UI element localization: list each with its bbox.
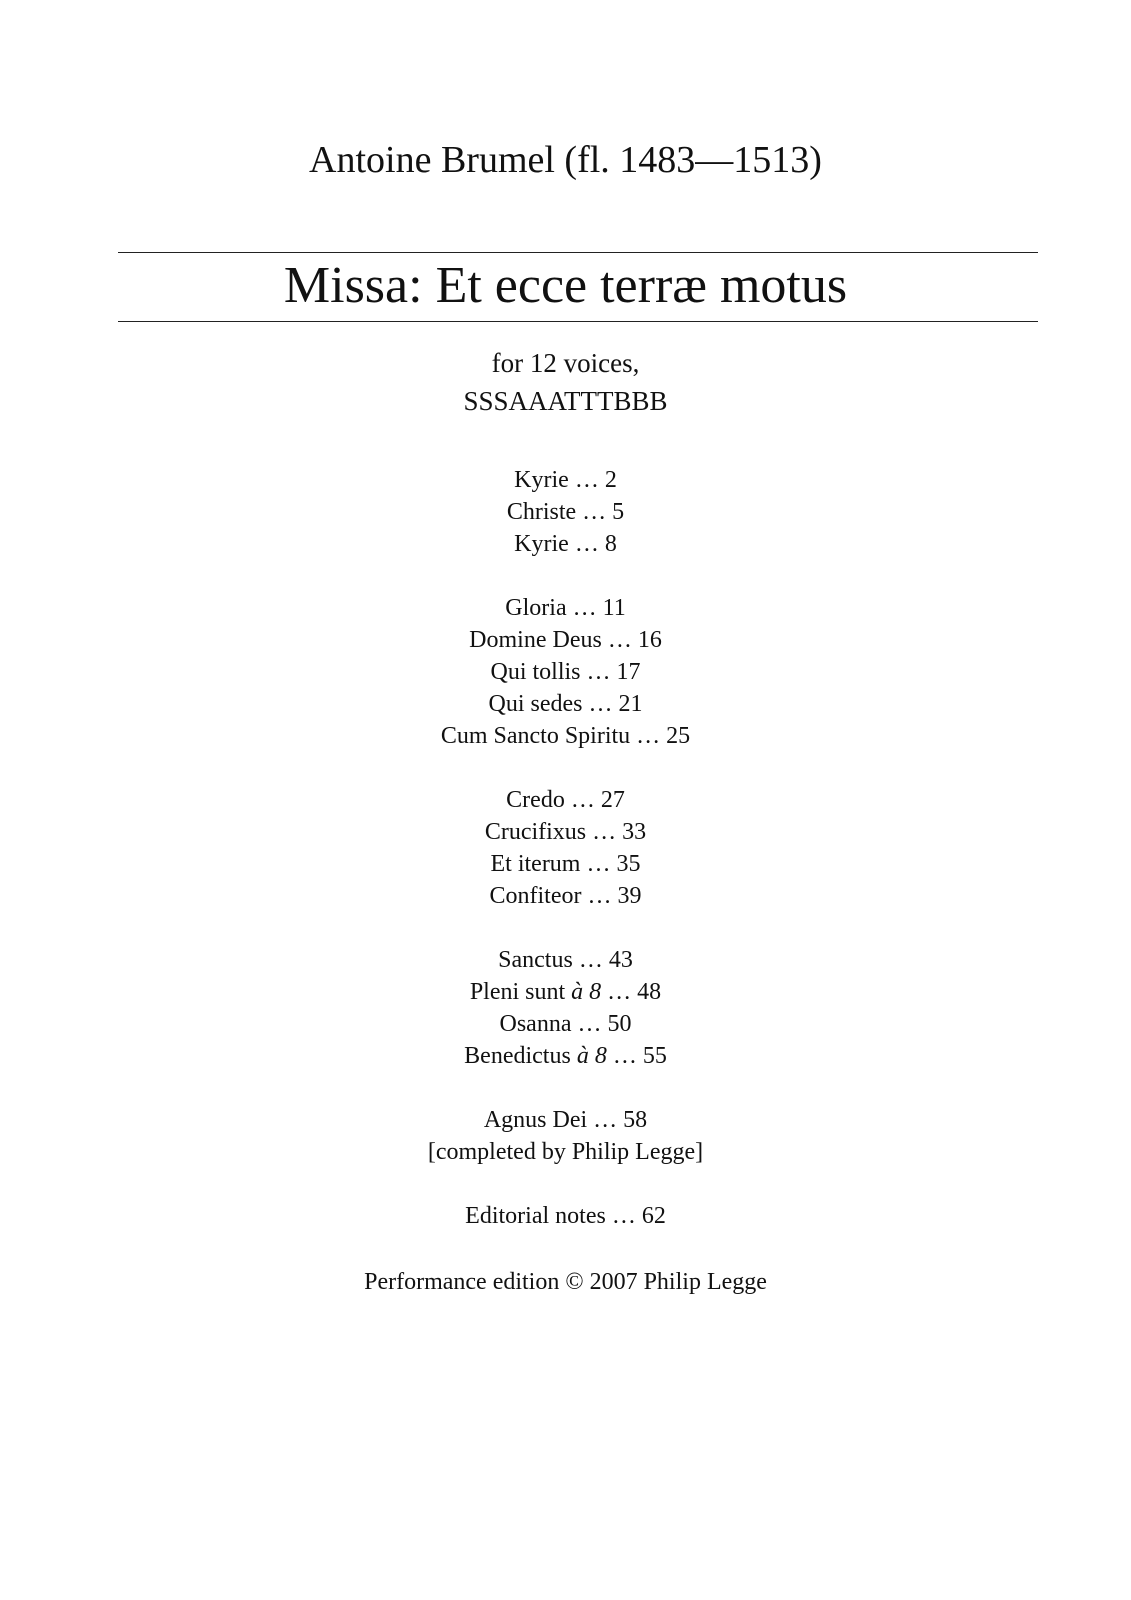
- toc-entry-leader: …: [601, 979, 638, 1005]
- toc-entry-page: 27: [600, 787, 625, 813]
- toc-entry: [0, 592, 1131, 624]
- toc-entry: [0, 656, 1131, 688]
- toc-entry: [0, 880, 1131, 912]
- toc-entry: [0, 976, 1131, 1008]
- toc-entry: [0, 1040, 1131, 1072]
- toc-entry-page: 55: [642, 1043, 667, 1069]
- toc-entry-page: 62: [641, 1203, 666, 1229]
- toc-group-sanctus: [0, 944, 1131, 1072]
- toc-group-gloria: [0, 592, 1131, 752]
- toc-entry-label: Osanna: [499, 1011, 572, 1037]
- toc-entry: [0, 624, 1131, 656]
- toc-entry: [0, 688, 1131, 720]
- toc-entry-page: 50: [607, 1011, 632, 1037]
- toc-entry: [0, 528, 1131, 560]
- voicing-parts: SSSAAATTTBBB: [463, 386, 668, 416]
- toc-entry: [0, 1200, 1131, 1232]
- toc-entry-label: Et iterum: [490, 851, 581, 877]
- toc-entry-page: 16: [637, 627, 662, 653]
- toc-entry-label: Credo: [506, 787, 565, 813]
- subtitle: [0, 344, 1131, 420]
- toc-entry: [0, 496, 1131, 528]
- toc-entry-page: 35: [616, 851, 641, 877]
- toc-entry-page: 5: [612, 499, 625, 525]
- toc-entry-page: 33: [622, 819, 647, 845]
- toc-entry-leader: …: [571, 1011, 608, 1037]
- toc-entry: [0, 464, 1131, 496]
- toc-entry-leader: …: [581, 883, 618, 909]
- toc-entry-leader: …: [582, 691, 619, 717]
- toc-entry-page: 43: [608, 947, 633, 973]
- table-of-contents: [0, 464, 1131, 1264]
- toc-group-credo: [0, 784, 1131, 912]
- toc-entry: [0, 1008, 1131, 1040]
- toc-entry-leader: …: [630, 723, 667, 749]
- toc-entry-qualifier: à 8: [576, 1043, 607, 1069]
- toc-entry-leader: …: [601, 627, 638, 653]
- toc-entry-label: Gloria: [505, 595, 567, 621]
- toc-entry: [0, 848, 1131, 880]
- toc-entry-label: Qui sedes: [488, 691, 583, 717]
- title-rule-top: [118, 252, 1038, 253]
- composer-name: Antoine Brumel (fl. 1483—1513): [309, 139, 822, 181]
- toc-entry-leader: …: [606, 1043, 643, 1069]
- work-title: Missa: Et ecce terræ motus: [283, 257, 848, 314]
- title-rule-bottom: [118, 321, 1038, 322]
- toc-agnus-note: [completed by Philip Legge]: [427, 1139, 704, 1165]
- toc-entry-page: 58: [623, 1107, 648, 1133]
- toc-entry-leader: …: [586, 819, 623, 845]
- toc-entry-page: 2: [604, 467, 617, 493]
- toc-entry-label: Cum Sancto Spiritu: [440, 723, 631, 749]
- toc-entry-label: Benedictus: [464, 1043, 571, 1069]
- toc-entry-page: 17: [616, 659, 641, 685]
- toc-entry: [0, 816, 1131, 848]
- toc-entry: [0, 720, 1131, 752]
- toc-entry-label: Agnus Dei: [483, 1107, 588, 1133]
- toc-entry-label: Christe: [506, 499, 577, 525]
- toc-entry-page: 39: [617, 883, 642, 909]
- toc-entry-leader: …: [580, 851, 617, 877]
- toc-entry-label: Qui tollis: [490, 659, 581, 685]
- toc-group-agnus: [0, 1104, 1131, 1168]
- copyright-line: Performance edition © 2007 Philip Legge: [364, 1269, 767, 1295]
- toc-entry-label: Crucifixus: [484, 819, 587, 845]
- toc-entry-leader: …: [568, 531, 605, 557]
- toc-entry-page: 11: [602, 595, 626, 621]
- toc-entry-leader: …: [580, 659, 617, 685]
- toc-entry-leader: …: [605, 1203, 642, 1229]
- toc-entry-leader: …: [572, 947, 609, 973]
- toc-entry-qualifier: à 8: [571, 979, 602, 1005]
- toc-entry-label: Kyrie: [514, 467, 569, 493]
- toc-entry-label: Domine Deus: [469, 627, 602, 653]
- toc-entry: [0, 1104, 1131, 1136]
- toc-agnus-entries: [0, 1104, 1131, 1136]
- toc-entry-leader: …: [576, 499, 613, 525]
- toc-entry-page: 25: [666, 723, 691, 749]
- toc-entry-label: Confiteor: [489, 883, 582, 909]
- toc-entry: [0, 944, 1131, 976]
- toc-group-notes: [0, 1200, 1131, 1232]
- toc-entry-page: 21: [618, 691, 643, 717]
- toc-entry-label: Sanctus: [498, 947, 573, 973]
- toc-entry-leader: …: [566, 595, 603, 621]
- voicing-line: for 12 voices,: [491, 348, 640, 378]
- toc-entry: [0, 784, 1131, 816]
- toc-entry-label: Pleni sunt: [469, 979, 566, 1005]
- toc-group-kyrie: [0, 464, 1131, 560]
- toc-entry-page: 8: [604, 531, 617, 557]
- toc-entry-page: 48: [637, 979, 662, 1005]
- toc-entry-label: Kyrie: [514, 531, 569, 557]
- toc-entry-leader: …: [587, 1107, 624, 1133]
- toc-entry-leader: …: [564, 787, 601, 813]
- toc-entry-label: Editorial notes: [465, 1203, 606, 1229]
- toc-entry-leader: …: [568, 467, 605, 493]
